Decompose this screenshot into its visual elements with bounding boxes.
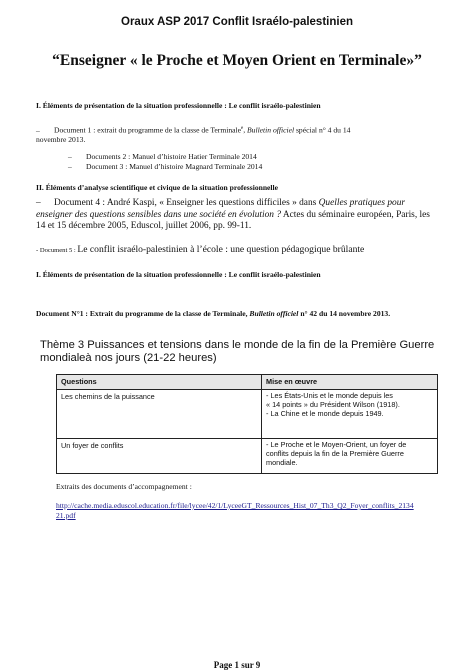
doc1-line2: novembre 2013. [36, 135, 86, 145]
doc3-text: Document 3 : Manuel d’histoire Magnard Terminale 2014 [86, 162, 263, 171]
doc2-text: Documents 2 : Manuel d’histoire Hatier Terminale 2014 [86, 152, 257, 161]
section2-heading: II. Éléments d’analyse scientifique et civique de la situation professionnelle [36, 183, 279, 192]
doc1-reference [36, 124, 436, 145]
table-cell-mise [262, 439, 438, 474]
section1-repeat-heading: I. Éléments de présentation de la situation professionnelle : Le conflit israélo-palestinien [36, 270, 321, 279]
section1-heading: I. Éléments de présentation de la situation professionnelle : Le conflit israélo-palestinien [36, 101, 321, 110]
page-number: Page 1 sur 9 [213, 660, 261, 670]
table-header-row [57, 375, 438, 390]
table-cell-mise [262, 390, 438, 439]
document1-title-italic: Bulletin officiel [249, 309, 299, 318]
mise-line: - Le Proche et le Moyen-Orient, un foyer de [266, 440, 407, 449]
table-cell-question: Les chemins de la puissance [57, 390, 262, 439]
table-cell-question: Un foyer de conflits [57, 439, 262, 474]
doc2-dash: – [68, 152, 72, 161]
mise-line: conflits depuis la fin de la Première Guerre [266, 448, 404, 458]
doc5-prefix: - Document 5 : [36, 247, 78, 254]
doc4-dash: – [36, 198, 41, 208]
doc1-dash: – [36, 125, 40, 135]
table-row [57, 439, 438, 474]
doc3-dash: – [68, 162, 72, 171]
main-title: “Enseigner « le Proche et Moyen Orient en Terminale»” [52, 52, 422, 69]
document1-title-text: Document N°1 : Extrait du programme de la classe de Terminale, [36, 309, 250, 318]
eduscol-link[interactable]: http://cache.media.eduscol.education.fr/file/lycee/42/1/LyceeGT_Ressources_Hist_07_Th3_Q2_Foyer_conflits_213421.pdf [56, 501, 414, 520]
doc1-italic: Bulletin officiel [247, 125, 295, 135]
doc3-reference [68, 162, 428, 172]
document1-title [36, 309, 436, 319]
mise-line: mondiale. [266, 457, 298, 467]
mise-line: - Les États-Unis et le monde depuis les [266, 391, 393, 400]
mise-line: « 14 points » du Président Wilson (1918). [266, 399, 400, 409]
document1-title-end: n° 42 du 14 novembre 2013. [298, 309, 391, 318]
doc1-text-end: spécial n° 4 du 14 [294, 125, 351, 135]
extraits-label: Extraits des documents d’accompagnement : [56, 482, 192, 491]
doc1-text: Document 1 : extrait du programme de la classe de Terminale [54, 125, 241, 135]
doc5-text: Le conflit israélo-palestinien à l’école : une question pédagogique brûlante [77, 244, 365, 255]
doc5-reference [36, 244, 456, 255]
table-row [57, 390, 438, 439]
doc4-reference [36, 198, 438, 233]
program-table [56, 374, 438, 474]
doc4-text-end: Actes du séminaire européen, Paris, les 14 et 15 décembre 2005, Eduscol, juillet 2006, pp. 99-11. [36, 209, 430, 232]
doc1-sep: , [243, 125, 248, 135]
theme-heading: Thème 3 Puissances et tensions dans le monde de la fin de la Première Guerre mondialeà nos jours (21-22 heures) [40, 339, 435, 365]
doc1-sup: e [241, 126, 244, 131]
table-header-questions: Questions [57, 375, 262, 390]
doc2-reference [68, 152, 428, 162]
mise-line: - La Chine et le monde depuis 1949. [266, 408, 384, 418]
header-title: Oraux ASP 2017 Conflit Israélo-palestinien [121, 16, 353, 28]
table-header-mise: Mise en œuvre [262, 375, 438, 390]
doc4-italic: Quelles pratiques pour enseigner des questions sensibles dans une société en évolution ? [36, 198, 406, 220]
doc4-text: Document 4 : André Kaspi, « Enseigner les questions difficiles » dans [54, 198, 319, 208]
